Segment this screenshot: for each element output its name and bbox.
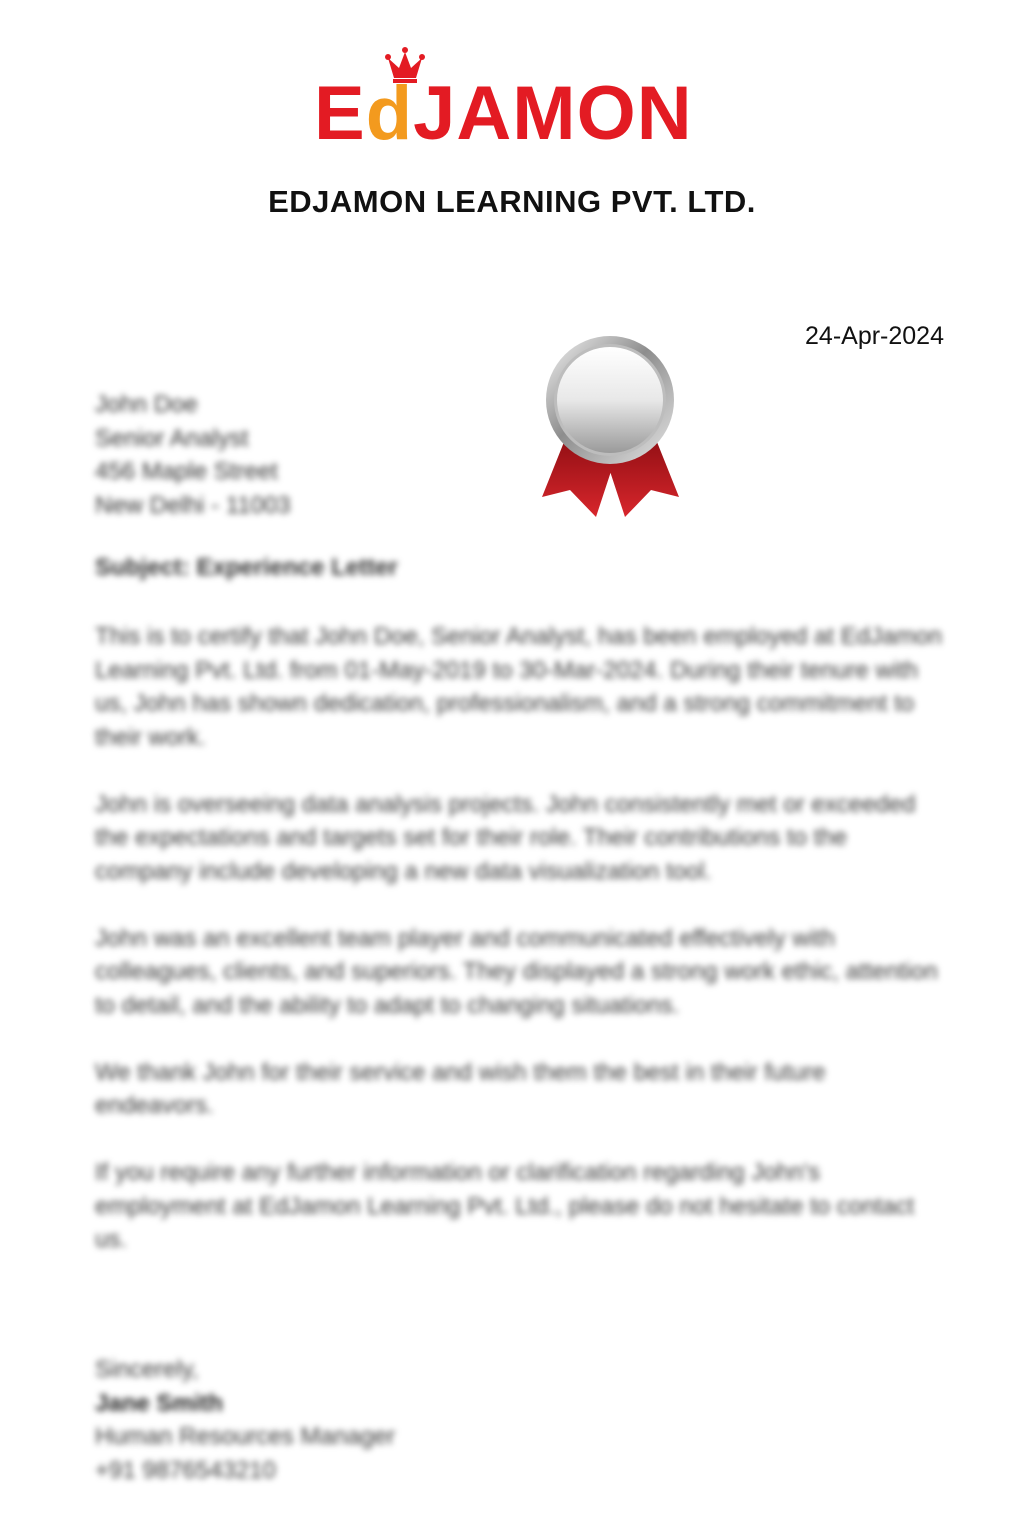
letter-date: 24-Apr-2024 xyxy=(805,322,944,350)
logo-letter-d: d xyxy=(365,71,414,144)
letter-subject: Subject: Experience Letter xyxy=(95,554,398,581)
edjamon-logo xyxy=(302,44,722,144)
body-paragraph: This is to certify that John Doe, Senior Analyst, has been employed at EdJamon Learning Pvt. Ltd. from 01-May-2019 to 30-Mar-2024. During their tenure with us, John has shown dedication, professionalism, and a strong commitment to their work. xyxy=(95,623,943,751)
letter-closing xyxy=(95,1353,395,1487)
letter-body xyxy=(95,620,945,1290)
svg-text:EdJAMON xyxy=(314,71,693,144)
recipient-title: Senior Analyst xyxy=(95,424,249,452)
body-paragraph: John was an excellent team player and communicated effectively with colleagues, clients, and superiors. They displayed a strong work ethic, attention to detail, and the ability to adapt to changing situations. xyxy=(95,924,938,1019)
body-paragraph: We thank John for their service and wish them the best in their future endeavors. xyxy=(95,1058,826,1119)
recipient-name: John Doe xyxy=(95,391,198,418)
signer-phone: +91 9876543210 xyxy=(95,1456,276,1484)
body-paragraph: If you require any further information or clarification regarding John's employment at EdJamon Learning Pvt. Ltd., please do not hesitate to contact us. xyxy=(95,1159,915,1253)
company-name: EDJAMON LEARNING PVT. LTD. xyxy=(268,184,756,219)
recipient-city: New Delhi - 11003 xyxy=(95,491,291,519)
award-ribbon-icon xyxy=(538,332,683,522)
company-logo xyxy=(0,44,1024,144)
signer-title: Human Resources Manager xyxy=(95,1423,396,1450)
logo-letters-jamon: JAMON xyxy=(413,71,693,144)
body-paragraph: John is overseeing data analysis projects. John consistently met or exceeded the expectations and targets set for their role. Their contributions to the company include developing a new data visualization tool. xyxy=(95,790,916,885)
recipient-street: 456 Maple Street xyxy=(95,458,278,485)
recipient-address xyxy=(95,388,291,522)
closing-salutation: Sincerely, xyxy=(95,1356,199,1383)
signer-name: Jane Smith xyxy=(95,1389,224,1417)
logo-letter-e: E xyxy=(314,71,366,144)
